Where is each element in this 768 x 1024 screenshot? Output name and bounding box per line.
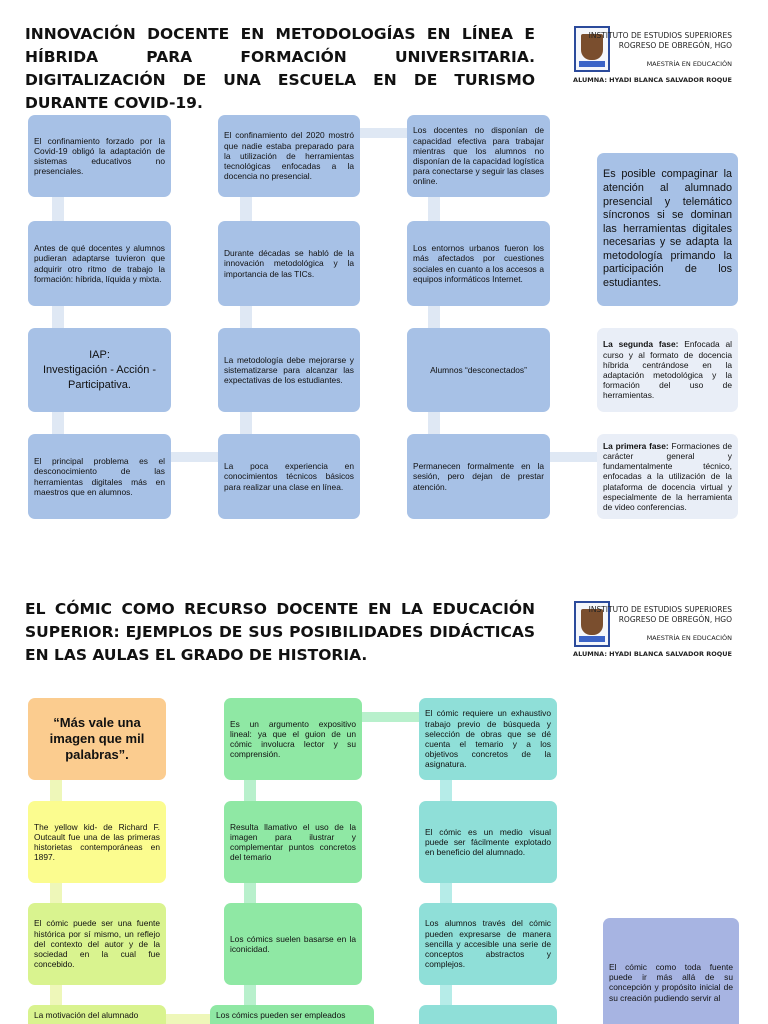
concept-box: Los cómics pueden ser empleados (210, 1005, 374, 1024)
institution-block-1 (570, 31, 732, 85)
concept-box (419, 1005, 557, 1024)
concept-box: Durante décadas se habló de la innovación metodológica y la importancia de las TICs. (218, 221, 360, 306)
poster-title-1: INNOVACIÓN DOCENTE EN METODOLOGÍAS EN LÍNEA E HÍBRIDA PARA FORMACIÓN UNIVERSITARIA. DIGITALIZACIÓN DE UNA ESCUELA EN DE TURISMO DURANTE COVID-19. (25, 25, 535, 112)
institution-location: ROGRESO DE OBREGÓN, HGO (618, 41, 732, 50)
connector (164, 1014, 214, 1024)
concept-box: El cómic requiere un exhaustivo trabajo previo de búsqueda y selección de obras que se dé cuenta el temario y a los objetivos concretos de la asignatura. (419, 698, 557, 780)
phase-box-second: La segunda fase: Enfocada al curso y al formato de docencia híbrida centrándose en la adaptación metodológica y la formación del uso de herramientas. (597, 328, 738, 412)
institution-block-2 (570, 605, 732, 659)
concept-box: Los cómics suelen basarse en la iconicidad. (224, 903, 362, 985)
concept-box: El principal problema es el desconocimiento de las herramientas digitales más en maestros que en alumnos. (28, 434, 171, 519)
concept-box: El cómic es un medio visual puede ser fácilmente explotado en beneficio del alumnado. (419, 801, 557, 883)
concept-box: La motivación del alumnado (28, 1005, 166, 1024)
institution-location: ROGRESO DE OBREGÓN, HGO (618, 615, 732, 624)
phase-box-first: La primera fase: Formaciones de carácter general y fundamentalmente técnico, enfocadas a la utilización de la plataforma de docencia virtual y especialmente de la herramienta de video conferencias. (597, 434, 738, 519)
concept-box: El cómic puede ser una fuente histórica por sí mismo, un reflejo del contexto del autor y de la sociedad en la cual fue concebido. (28, 903, 166, 985)
institution-name: INSTITUTO DE ESTUDIOS SUPERIORES (588, 31, 732, 40)
concept-box: Permanecen formalmente en la sesión, pero dejan de prestar atención. (407, 434, 550, 519)
concept-box: The yellow kid- de Richard F. Outcault fue una de las primeras historietas contemporáneas en 1897. (28, 801, 166, 883)
concept-box: Alumnos “desconectados” (407, 328, 550, 412)
connector (360, 712, 422, 722)
concept-box: Los alumnos través del cómic pueden expresarse de manera sencilla y accesible una serie de conceptos abstractos y complejos. (419, 903, 557, 985)
concept-box: El confinamiento del 2020 mostró que nadie estaba preparado para la utilización de herramientas tecnológicas enfocadas a la docencia no presencial. (218, 115, 360, 197)
connector (548, 452, 600, 462)
concept-box: Los entornos urbanos fueron los más afectados por cuestiones sociales en cuanto a los accesos a equipos informáticos Internet. (407, 221, 550, 306)
concept-box: La poca experiencia en conocimientos técnicos básicos para realizar una clase en línea. (218, 434, 360, 519)
concept-box-iap: IAP: Investigación - Acción - Participativa. (28, 328, 171, 412)
quote-box: “Más vale una imagen que mil palabras”. (28, 698, 166, 780)
concept-box: La metodología debe mejorarse y sistematizarse para alcanzar las expectativas de los estudiantes. (218, 328, 360, 412)
poster-title-2: EL CÓMIC COMO RECURSO DOCENTE EN LA EDUCACIÓN SUPERIOR: EJEMPLOS DE SUS POSIBILIDADES DIDÁCTICAS EN LAS AULAS EL GRADO DE HISTORIA. (25, 600, 535, 664)
student-name: ALUMNA: HYADI BLANCA SALVADOR ROQUE (573, 76, 732, 84)
program-name: MAESTRÍA EN EDUCACIÓN (646, 634, 732, 642)
concept-box: Los docentes no disponían de capacidad efectiva para trabajar mientras que los alumnos no disponían de la capacidad logística para conectarse y seguir las clases online. (407, 115, 550, 197)
connector (170, 452, 220, 462)
connector (358, 128, 408, 138)
program-name: MAESTRÍA EN EDUCACIÓN (646, 60, 732, 68)
concept-box: Antes de qué docentes y alumnos pudieran adaptarse tuvieron que adquirir otro ritmo de trabajo la formación: híbrida, líquida y mixta. (28, 221, 171, 306)
summary-box: El cómic como toda fuente puede ir más allá de su concepción y propósito inicial de su creación pudiendo servir al (603, 918, 739, 1024)
concept-box: El confinamiento forzado por la Covid-19 obligó la adaptación de sistemas educativos no presenciales. (28, 115, 171, 197)
concept-box: Es un argumento expositivo lineal: ya que el guion de un cómic involucra lector y su comprensión. (224, 698, 362, 780)
concept-box: Resulta llamativo el uso de la imagen para ilustrar y complementar puntos concretos del temario (224, 801, 362, 883)
institution-name: INSTITUTO DE ESTUDIOS SUPERIORES (588, 605, 732, 614)
student-name: ALUMNA: HYADI BLANCA SALVADOR ROQUE (573, 650, 732, 658)
summary-box: Es posible compaginar la atención al alumnado presencial y telemático síncronos si se dominan las herramientas digitales necesarias y se adapta la metodología primando la participación de los estudiantes. (597, 153, 738, 306)
